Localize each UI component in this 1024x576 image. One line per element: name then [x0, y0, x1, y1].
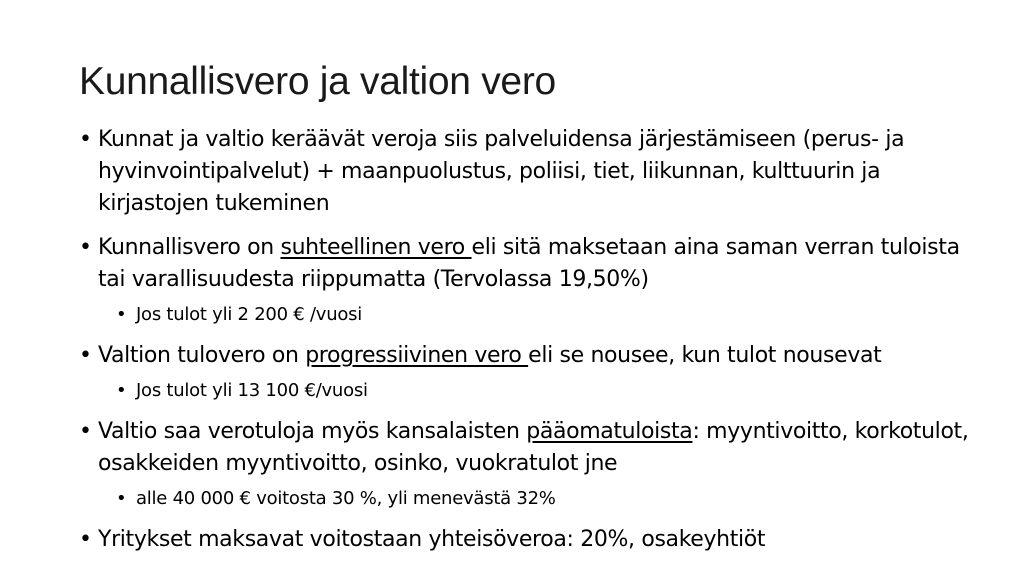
bullet-item-2: [79, 232, 979, 296]
bullet-item-4: [79, 416, 979, 480]
bullet-dot: •: [79, 343, 92, 368]
sub-bullet-item-4: [79, 486, 979, 512]
sub-bullet-dot: •: [116, 380, 127, 401]
sub-bullet-text: Jos tulot yli 2 200 € /vuosi: [136, 304, 362, 325]
sub-bullet-text: alle 40 000 € voitosta 30 %, yli menevästä 32%: [136, 488, 556, 509]
bullet-item-1: [79, 124, 979, 220]
bullet-dot: •: [79, 419, 92, 444]
sub-bullet-item-2: [79, 302, 979, 328]
bullet-item-3: [79, 340, 979, 372]
bullet-dot: •: [79, 235, 92, 260]
bullet-item-5: [79, 524, 979, 556]
bullet-text: Kunnat ja valtio keräävät veroja siis palveluidensa järjestämiseen (perus- ja hyvinvointipalvelut) + maanpuolustus, poliisi, tiet, liikunnan, kulttuurin ja kirjastojen tukeminen: [98, 127, 905, 216]
bullet-text-continued: eli sitä maksetaan aina saman verran tuloista tai varallisuudesta riippumatta (Tervolassa 19,50%): [98, 235, 960, 292]
sub-bullet-dot: •: [116, 488, 127, 509]
bullet-text: Valtio saa verotuloja myös kansalaisten: [98, 419, 527, 444]
underlined-term: suhteellinen vero: [280, 235, 472, 260]
bullet-text: Kunnallisvero on: [98, 235, 281, 260]
sub-bullet-dot: •: [116, 304, 127, 325]
underlined-term: pääomatuloista: [526, 419, 693, 444]
bullet-text: Yritykset maksavat voitostaan yhteisöveroa: 20%, osakeyhtiöt: [98, 527, 766, 552]
bullet-dot: •: [79, 527, 92, 552]
bullet-text-continued: eli se nousee, kun tulot nousevat: [528, 343, 882, 368]
underlined-term: progressiivinen vero: [305, 343, 529, 368]
sub-bullet-text: Jos tulot yli 13 100 €/vuosi: [136, 380, 368, 401]
slide-content: [79, 124, 979, 556]
sub-bullet-item-3: [79, 378, 979, 404]
bullet-dot: •: [79, 127, 92, 152]
bullet-text-continued: : myyntivoitto, korkotulot, osakkeiden myyntivoitto, osinko, vuokratulot jne: [98, 419, 969, 476]
slide-title: Kunnallisvero ja valtion vero: [79, 60, 556, 103]
bullet-text: Valtion tulovero on: [98, 343, 306, 368]
